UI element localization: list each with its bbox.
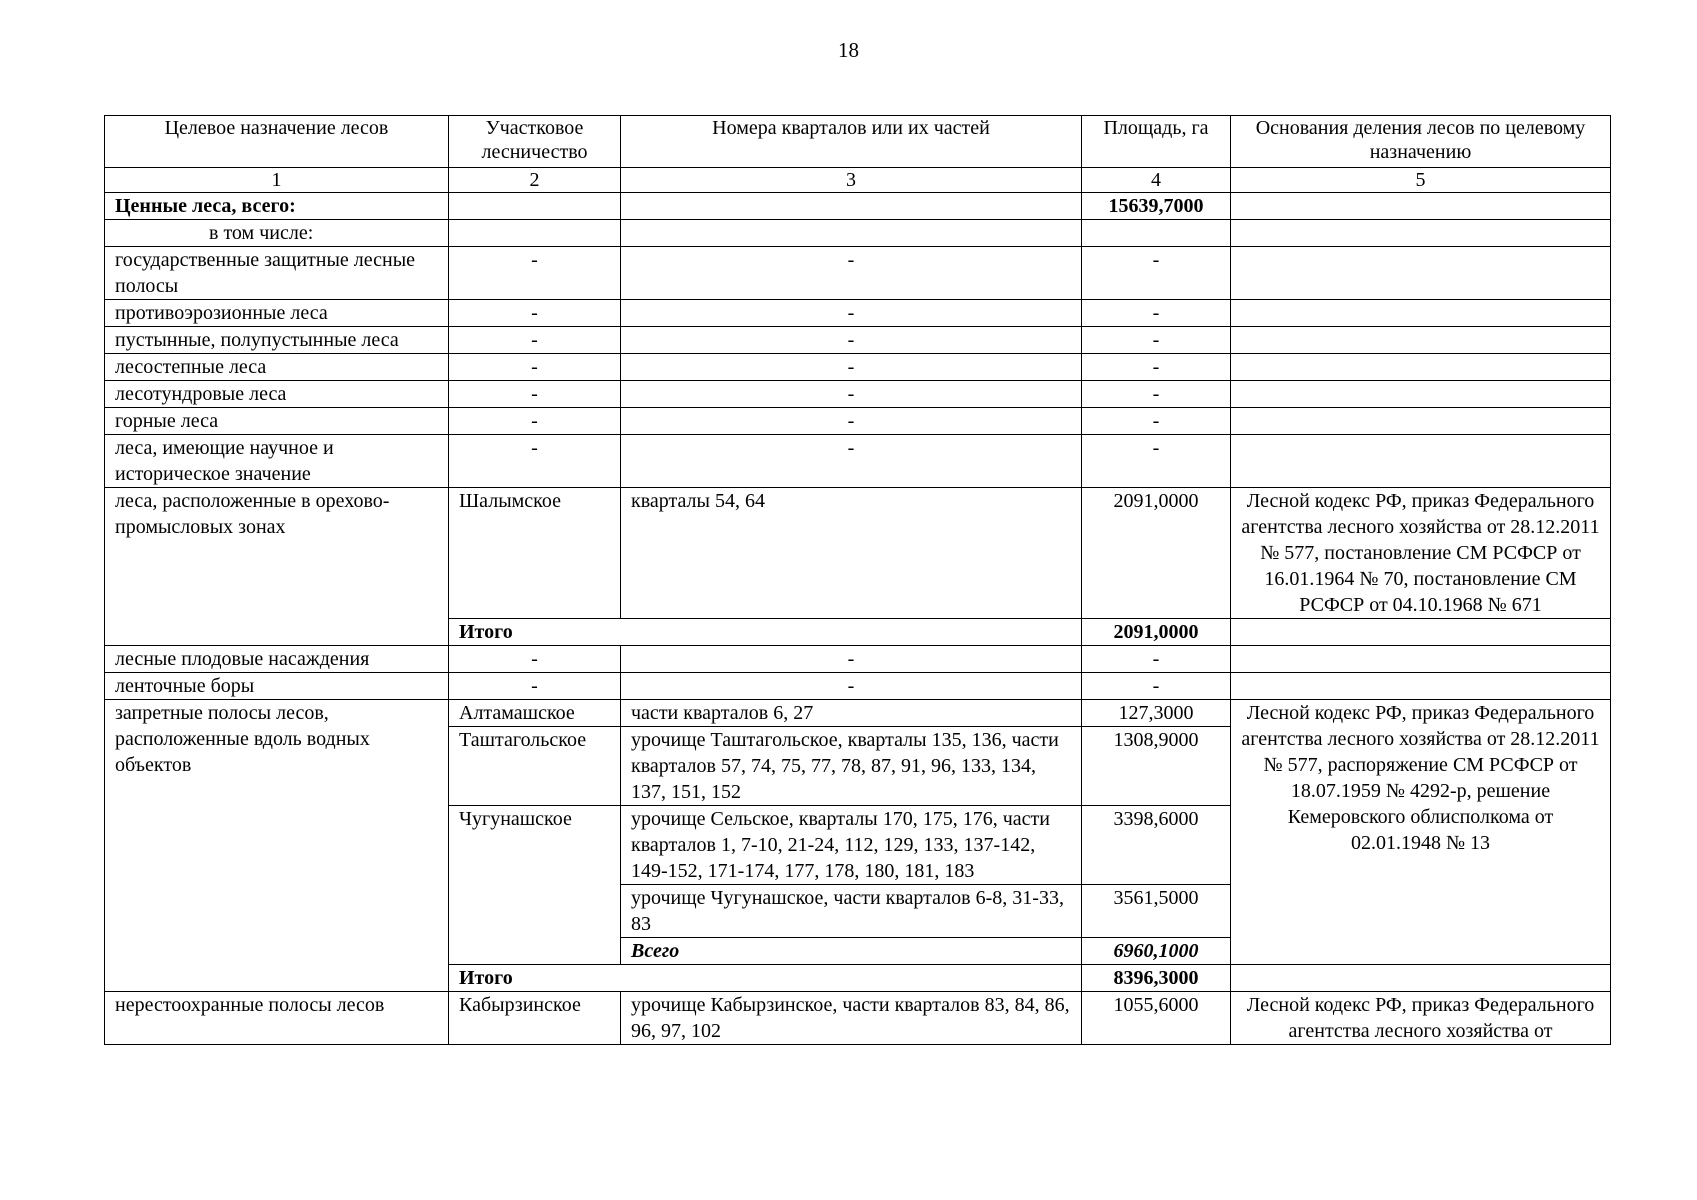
forestry-cell: Алтамашское — [449, 700, 621, 727]
dash-cell: - — [621, 646, 1082, 673]
column-number: 1 — [105, 168, 449, 193]
table-row — [105, 488, 1611, 619]
table-row — [105, 673, 1611, 700]
forestry-cell: Шалымское — [449, 488, 621, 619]
dash-cell: - — [1082, 354, 1231, 381]
column-number-row — [105, 168, 1611, 193]
dash-cell: - — [449, 673, 621, 700]
quarters-cell: урочище Кабырзинское, части кварталов 83, 84, 86, 96, 97, 102 — [621, 992, 1082, 1045]
itogo-area: 2091,0000 — [1082, 619, 1231, 646]
column-number: 2 — [449, 168, 621, 193]
dash-cell: - — [621, 381, 1082, 408]
quarters-cell: урочище Чугунашское, части кварталов 6-8, 31-33, 83 — [621, 885, 1082, 938]
dash-cell: - — [1082, 300, 1231, 327]
purpose-cell: лесные плодовые насаждения — [105, 646, 449, 673]
area-cell: 3561,5000 — [1082, 885, 1231, 938]
area-cell: 3398,6000 — [1082, 806, 1231, 885]
dash-cell: - — [449, 646, 621, 673]
dash-cell: - — [449, 300, 621, 327]
purpose-cell: лесотундровые леса — [105, 381, 449, 408]
dash-cell: - — [449, 408, 621, 435]
area-cell: 1308,9000 — [1082, 727, 1231, 806]
dash-cell: - — [1082, 247, 1231, 300]
dash-cell: - — [621, 408, 1082, 435]
purpose-cell: ленточные боры — [105, 673, 449, 700]
dash-cell: - — [621, 247, 1082, 300]
basis-cell: Лесной кодекс РФ, приказ Федерального агентства лесного хозяйства от 28.12.2011 № 577, распоряжение СМ РСФСР от 18.07.1959 № 4292-р, решение Кемеровского облисполкома от 02.01.1948 № 13 — [1231, 700, 1611, 965]
dash-cell: - — [1082, 673, 1231, 700]
dash-cell: - — [449, 381, 621, 408]
purpose-cell: горные леса — [105, 408, 449, 435]
purpose-cell: запретные полосы лесов, расположенные вдоль водных объектов — [105, 700, 449, 992]
dash-cell: - — [1082, 435, 1231, 488]
forestry-cell: Таштагольское — [449, 727, 621, 806]
header-purpose: Целевое назначение лесов — [105, 116, 449, 168]
basis-cell: Лесной кодекс РФ, приказ Федерального агентства лесного хозяйства от 28.12.2011 № 577, постановление СМ РСФСР от 16.01.1964 № 70, постановление СМ РСФСР от 04.10.1968 № 671 — [1231, 488, 1611, 619]
purpose-cell: государственные защитные лесные полосы — [105, 247, 449, 300]
purpose-cell: противоэрозионные леса — [105, 300, 449, 327]
dash-cell: - — [1082, 327, 1231, 354]
table-row — [105, 992, 1611, 1045]
dash-cell: - — [621, 300, 1082, 327]
table-row — [105, 300, 1611, 327]
dash-cell: - — [621, 354, 1082, 381]
dash-cell: - — [1082, 646, 1231, 673]
header-quarters: Номера кварталов или их частей — [621, 116, 1082, 168]
dash-cell: - — [621, 327, 1082, 354]
forestry-cell: Кабырзинское — [449, 992, 621, 1045]
purpose-cell: лесостепные леса — [105, 354, 449, 381]
table-row — [105, 354, 1611, 381]
dash-cell: - — [449, 435, 621, 488]
quarters-cell: кварталы 54, 64 — [621, 488, 1082, 619]
dash-cell: - — [449, 327, 621, 354]
itogo-area: 8396,3000 — [1082, 965, 1231, 992]
quarters-cell: урочище Таштагольское, кварталы 135, 136, части кварталов 57, 74, 75, 77, 78, 87, 91, 96, 133, 134, 137, 151, 152 — [621, 727, 1082, 806]
in-that-number-row — [105, 220, 1611, 247]
dash-cell: - — [621, 673, 1082, 700]
area-cell: 1055,6000 — [1082, 992, 1231, 1045]
purpose-cell: леса, расположенные в орехово-промысловых зонах — [105, 488, 449, 646]
area-cell: 2091,0000 — [1082, 488, 1231, 619]
table-row — [105, 408, 1611, 435]
header-row — [105, 116, 1611, 168]
column-number: 5 — [1231, 168, 1611, 193]
purpose-cell: леса, имеющие научное и историческое значение — [105, 435, 449, 488]
itogo-label: Итого — [449, 965, 1082, 992]
quarters-cell: части кварталов 6, 27 — [621, 700, 1082, 727]
table-row — [105, 327, 1611, 354]
column-number: 3 — [621, 168, 1082, 193]
area-cell: 127,3000 — [1082, 700, 1231, 727]
itogo-label: Итого — [449, 619, 1082, 646]
header-area: Площадь, га — [1082, 116, 1231, 168]
forest-purpose-table — [104, 115, 1611, 1045]
header-forestry: Участковое лесничество — [449, 116, 621, 168]
dash-cell: - — [449, 247, 621, 300]
column-number: 4 — [1082, 168, 1231, 193]
dash-cell: - — [621, 435, 1082, 488]
total-row — [105, 193, 1611, 220]
purpose-cell: нерестоохранные полосы лесов — [105, 992, 449, 1045]
dash-cell: - — [1082, 381, 1231, 408]
table-row — [105, 646, 1611, 673]
quarters-cell: урочище Сельское, кварталы 170, 175, 176, части кварталов 1, 7-10, 21-24, 112, 129, 133, 137-142, 149-152, 171-174, 177, 178, 180, 181, 183 — [621, 806, 1082, 885]
header-basis: Основания деления лесов по целевому назначению — [1231, 116, 1611, 168]
dash-cell: - — [1082, 408, 1231, 435]
table-row — [105, 247, 1611, 300]
forestry-cell: Чугунашское — [449, 806, 621, 965]
table-row — [105, 700, 1611, 727]
table-row — [105, 381, 1611, 408]
vsego-label: Всего — [621, 938, 1082, 965]
purpose-cell: пустынные, полупустынные леса — [105, 327, 449, 354]
table-row — [105, 435, 1611, 488]
total-area: 15639,7000 — [1082, 193, 1231, 220]
vsego-area: 6960,1000 — [1082, 938, 1231, 965]
basis-cell: Лесной кодекс РФ, приказ Федерального агентства лесного хозяйства от — [1231, 992, 1611, 1045]
total-label: Ценные леса, всего: — [105, 193, 449, 220]
in-that-number-label: в том числе: — [105, 220, 449, 247]
page-number: 18 — [838, 38, 859, 62]
dash-cell: - — [449, 354, 621, 381]
